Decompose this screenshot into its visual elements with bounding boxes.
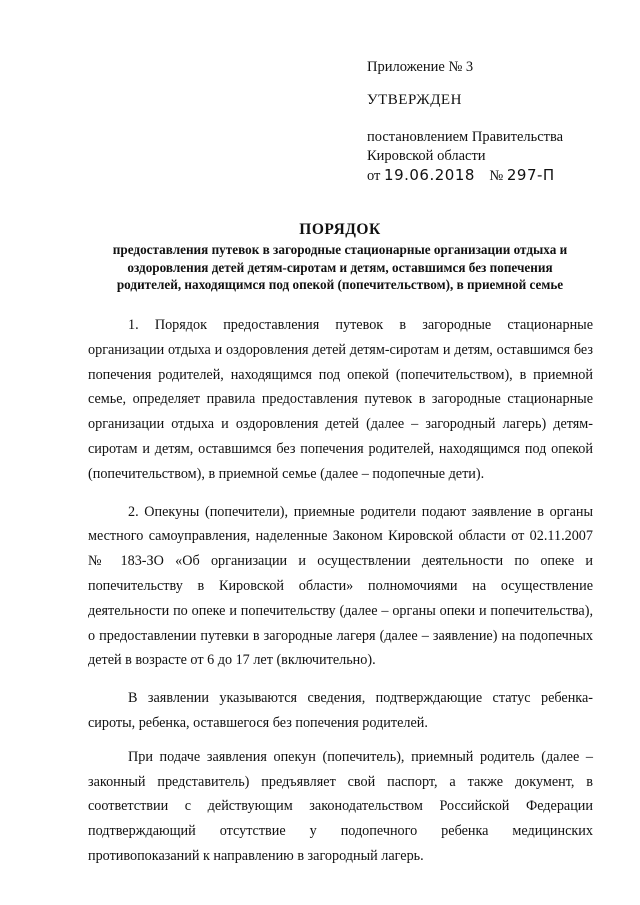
approval-header <box>367 58 627 186</box>
decree-line-2: Кировской области <box>367 148 486 164</box>
paragraph-4: При подаче заявления опекун (попечитель), приемный родитель (далее – законный представитель) предъявляет свой паспорт, а также документ, в соответствии с действующим законодательством Российской Федерации подтверждающий отсутствие у подопечного ребенка медицинских противопоказаний к направлению в загородный лагерь. <box>88 748 593 864</box>
document-body <box>88 313 593 882</box>
decree-line-1: постановлением Правительства <box>367 129 564 145</box>
paragraph-3: В заявлении указываются сведения, подтверждающие статус ребенка-сироты, ребенка, оставшегося без попечения родителей. <box>88 690 593 731</box>
approved-stamp-label: УТВЕРЖДЕН <box>367 92 462 108</box>
title-subtitle: предоставления путевок в загородные стационарные организации отдыха и оздоровления детей детям-сиротам и детям, оставшимся без попечения родителей, находящимся под опекой (попечительством), в приемной семье <box>112 242 568 292</box>
number-prefix: № <box>489 168 507 184</box>
appendix-label: Приложение № 3 <box>367 59 474 75</box>
decree-reference <box>367 128 627 186</box>
paragraph-1: 1. Порядок предоставления путевок в загородные стационарные организации отдыха и оздоровления детей детям-сиротам и детям, оставшимся без попечения родителей, находящимся под опекой (попечительством), в приемной семье, определяет правила предоставления путевок в загородные стационарные организации отдыха и оздоровления детей (далее – загородный лагерь) детям-сиротам и детям, оставшимся без попечения родителей, находящимся под опекой (попечительством), в приемной семье (далее – подопечные дети). <box>88 317 593 482</box>
title-main: ПОРЯДОК <box>299 221 381 238</box>
decree-date-number <box>367 166 627 186</box>
decree-number: 297-П <box>506 166 555 184</box>
paragraph-2: 2. Опекуны (попечители), приемные родители подают заявление в органы местного самоуправления, наделенные Законом Кировской области от 02.11.2007 № 183-ЗО «Об организации и осуществлении деятельности по опеке и попечительству в Кировской области» полномочиями на осуществление деятельности по опеке и попечительству (далее – органы опеки и попечительства), о предоставлении путевки в загородные лагеря (далее – заявление) на подопечных детей в возрасте от 6 до 17 лет (включительно). <box>88 503 593 669</box>
decree-date: 19.06.2018 <box>384 166 475 184</box>
document-title <box>95 220 585 294</box>
date-prefix: от <box>367 168 385 184</box>
